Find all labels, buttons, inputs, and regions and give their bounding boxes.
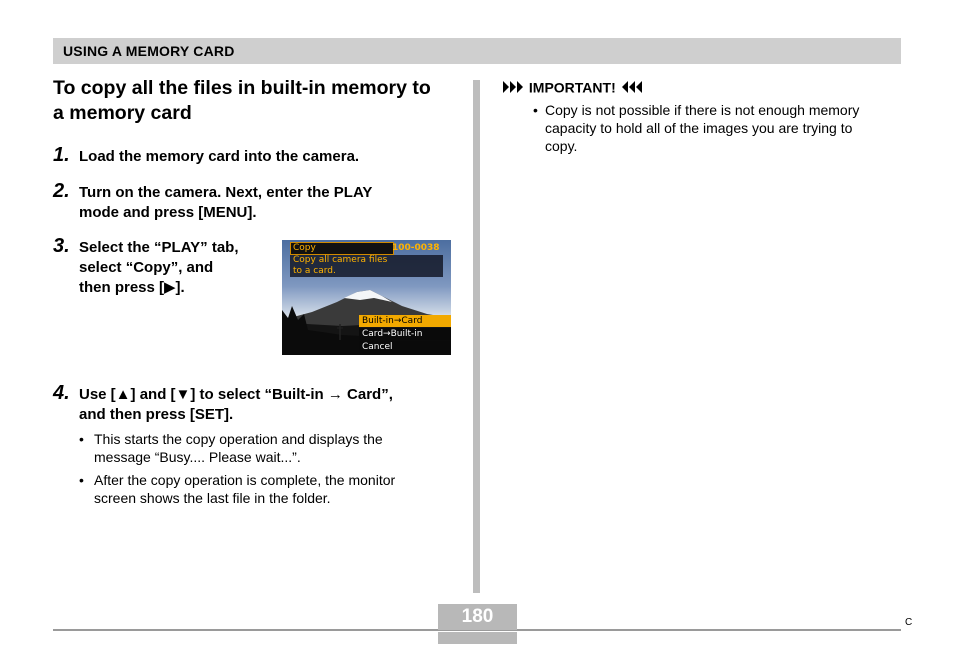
page-title-line2: a memory card [53, 102, 192, 124]
step-3-line: select “Copy”, and [79, 259, 214, 276]
step-3-number: 3. [53, 235, 70, 257]
page-number-box [438, 604, 517, 630]
bullet-dot: • [533, 102, 538, 118]
step-2-line: Turn on the camera. Next, enter the PLAY [79, 184, 373, 201]
page-number: 180 [461, 606, 494, 627]
step-3-line: then press [▶]. [79, 279, 185, 296]
important-heading [503, 78, 642, 95]
screen-menu-title: Copy [290, 242, 394, 255]
step-4-line: and then press [SET]. [79, 406, 234, 423]
step-1-line: Load the memory card into the camera. [79, 148, 360, 165]
step-4-number: 4. [53, 382, 70, 404]
step-3-text [79, 238, 239, 298]
screen-message-line: to a card. [293, 266, 336, 276]
bullet-line: Copy is not possible if there is not enough memory [545, 102, 860, 118]
step-1-number: 1. [53, 144, 70, 166]
step-4-bullet [79, 430, 383, 466]
step-3-line: Select the “PLAY” tab, [79, 239, 239, 256]
important-left-arrows-icon [503, 81, 525, 93]
bullet-dot: • [79, 472, 84, 488]
bullet-dot: • [79, 431, 84, 447]
screen-option-list [359, 315, 451, 354]
page-number-tab [438, 632, 517, 644]
screen-option-card-to-built-in: Card→Built-in [359, 328, 451, 340]
bullet-line: message “Busy.... Please wait...”. [94, 449, 301, 465]
page-title [53, 76, 463, 126]
corner-language-letter: C [905, 617, 913, 628]
bullet-line: copy. [545, 138, 578, 154]
bullet-line: capacity to hold all of the images you are trying to [545, 120, 853, 136]
step-4-text [79, 385, 393, 425]
step-1-text [79, 147, 359, 167]
step-4-bullet [79, 471, 396, 507]
bullet-line: After the copy operation is complete, the monitor [94, 472, 396, 488]
section-header-bar [53, 38, 901, 64]
screen-message-line: Copy all camera files [293, 255, 388, 265]
screen-option-built-in-to-card: Built-in→Card [359, 315, 451, 327]
step-2-line: mode and press [MENU]. [79, 204, 257, 221]
screen-file-number: 100-0038 [392, 243, 440, 253]
important-right-arrows-icon [620, 81, 642, 93]
important-label: IMPORTANT! [528, 79, 616, 96]
important-bullet [533, 101, 860, 155]
column-divider [473, 80, 480, 593]
section-title: USING A MEMORY CARD [63, 43, 235, 59]
screen-message [290, 255, 443, 277]
screen-option-cancel: Cancel [359, 341, 451, 353]
camera-monitor-screenshot [282, 240, 451, 355]
page-title-line1: To copy all the files in built-in memory to [53, 77, 431, 99]
bullet-line: screen shows the last file in the folder. [94, 490, 331, 506]
step-2-text [79, 183, 372, 223]
bullet-line: This starts the copy operation and displays the [94, 431, 383, 447]
step-2-number: 2. [53, 180, 70, 202]
step-4-line: Use [▲] and [▼] to select “Built-in → Card”, [79, 386, 393, 403]
